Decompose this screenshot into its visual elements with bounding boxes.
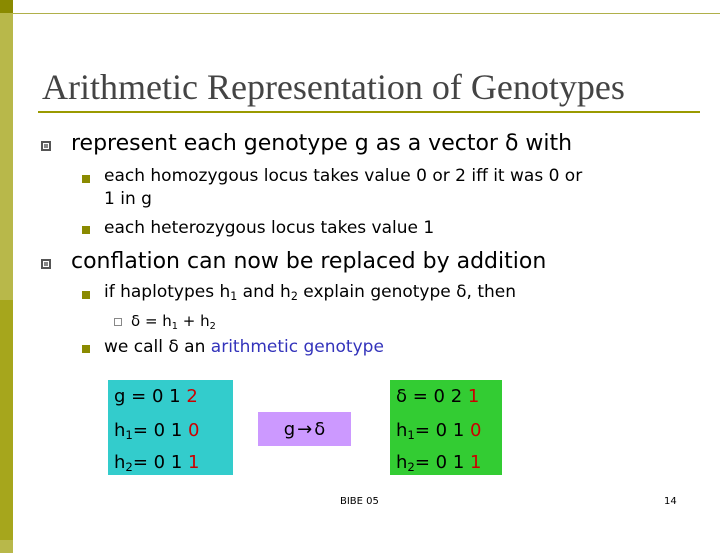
bullet-1-sub-1-line-2: 1 in g <box>104 189 152 209</box>
conversion-box: g → δ <box>258 412 351 446</box>
bullet-1-text: represent each genotype g as a vector δ with <box>71 131 573 156</box>
bullet-filled-square-icon <box>82 175 90 183</box>
formula-delta-sum: $\delta = h_1 + h_2$ <box>131 312 216 332</box>
haplotype-2-right: $h_2= 0$ 1 1 <box>396 452 482 474</box>
delta-row: δ = 0 2 1 <box>396 386 480 407</box>
bullet-1-sub-2: each heterozygous locus takes value 1 <box>104 218 435 238</box>
bullet-filled-square-icon <box>82 226 90 234</box>
page-number: 14 <box>664 496 677 507</box>
bullet-square-icon <box>41 141 51 151</box>
top-rule <box>13 13 720 14</box>
bullet-square-icon <box>41 259 51 269</box>
bullet-2-sub-2: we call δ an arithmetic genotype <box>104 337 384 357</box>
bullet-2-sub-1: if haplotypes $h_1$ and $h_2$ explain genotype δ, then <box>104 282 517 303</box>
bullet-1-sub-1-line-1: each homozygous locus takes value 0 or 2 iff it was 0 or <box>104 166 583 186</box>
bullet-filled-square-icon <box>82 345 90 353</box>
sidebar-stripe-lower <box>0 300 13 540</box>
genotype-row: g = 0 1 2 <box>114 386 198 407</box>
haplotype-1-left: $h_1= 0$ 1 0 <box>114 420 200 442</box>
bullet-2-text: conflation can now be replaced by addition <box>71 249 547 274</box>
footer-venue: BIBE 05 <box>340 496 379 507</box>
title-underline <box>38 111 700 113</box>
slide-title: Arithmetic Representation of Genotypes <box>42 67 625 107</box>
bullet-hollow-square-icon <box>114 318 122 326</box>
haplotype-1-right: $h_1= 0$ 1 0 <box>396 420 482 442</box>
bullet-filled-square-icon <box>82 291 90 299</box>
haplotype-2-left: $h_2= 0$ 1 1 <box>114 452 200 474</box>
arrow-right-icon: → <box>297 418 313 440</box>
